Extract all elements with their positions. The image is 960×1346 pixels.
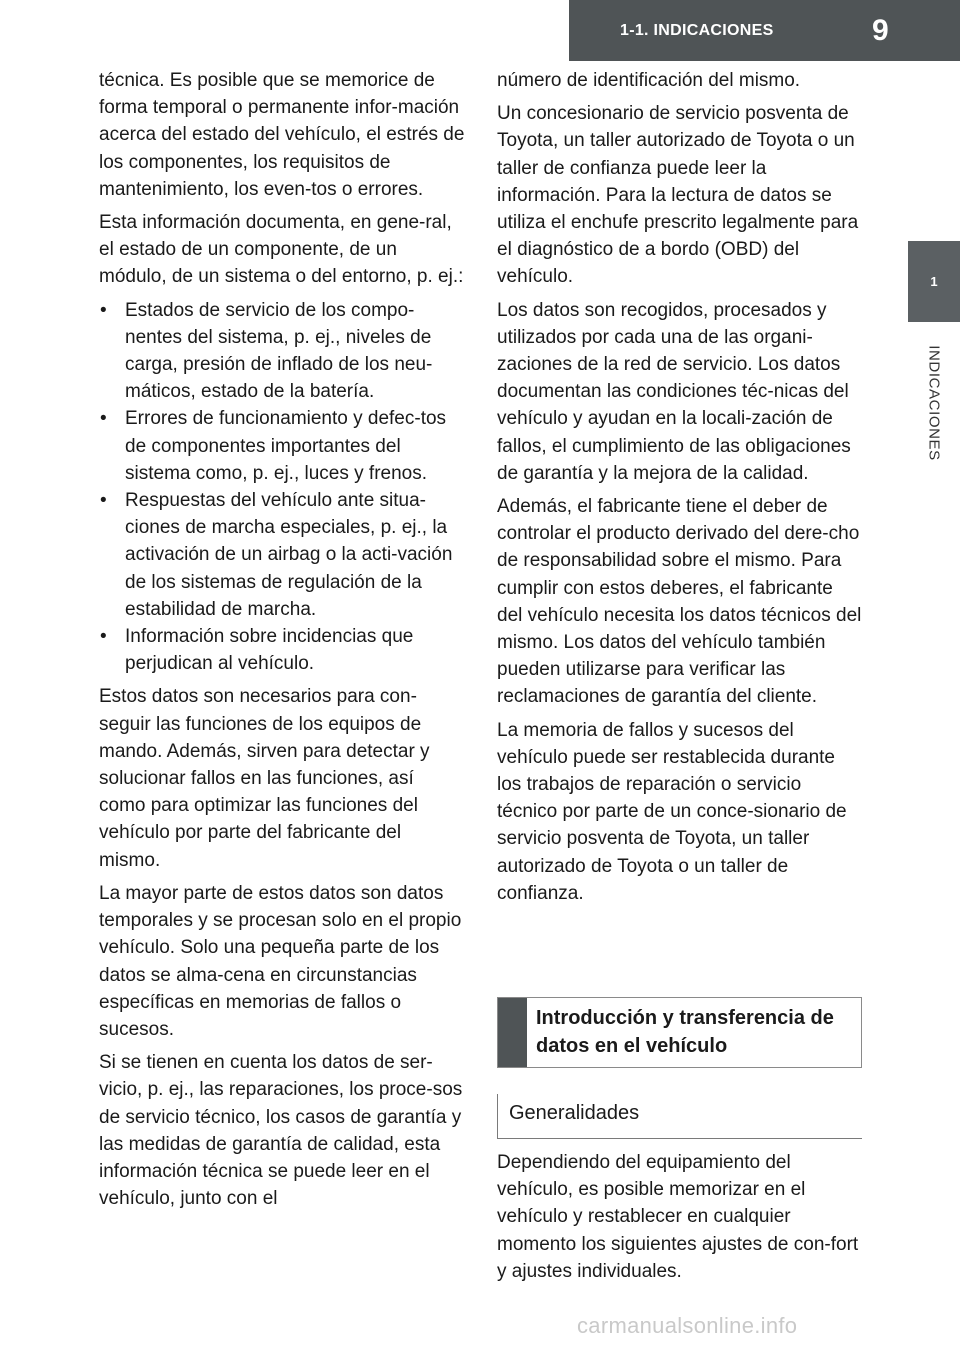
section-title: 1-1. INDICACIONES	[620, 22, 774, 39]
paragraph: Un concesionario de servicio posventa de Toyota, un taller autorizado de Toyota o un taller de confianza puede leer la información. Para la lectura de datos se utiliza el enchufe prescrito legalmente para el diagnóstico de a bordo (OBD) del vehículo.	[497, 103, 859, 288]
chapter-label: INDICACIONES	[925, 345, 943, 461]
chapter-tab	[908, 241, 960, 322]
list-item-text: Respuestas del vehículo ante situa-ciones de marcha especiales, p. ej., la activación de un airbag o la acti-vación de los sistemas de regulación de la estabilidad de marcha.	[125, 490, 453, 620]
section-heading-box	[497, 997, 862, 1068]
list-item	[99, 297, 465, 406]
paragraph: La memoria de fallos y sucesos del vehículo puede ser restablecida durante los trabajos de reparación o servicio técnico por parte de un conce-sionario de servicio posventa de Toyota, un taller autorizado de Toyota o un taller de confianza.	[497, 719, 847, 904]
paragraph: Los datos son recogidos, procesados y utilizados por cada una de las organi-zaciones de la red de servicio. Los datos documentan las condiciones téc-nicas del vehículo y ayudan en la locali-zación de fallos, el cumplimiento de las obligaciones de garantía y la mejora de la calidad.	[497, 299, 851, 484]
subsection-heading: Generalidades	[509, 1102, 640, 1124]
bullet-icon: •	[100, 408, 107, 430]
paragraph: técnica. Es posible que se memorice de forma temporal o permanente infor-mación acerca del estado del vehículo, el estrés de los componentes, los requisitos de mantenimiento, los even-tos o errores.	[99, 70, 465, 200]
watermark: carmanualsonline.info	[577, 1313, 798, 1338]
left-column	[99, 67, 465, 1218]
paragraph: número de identificación del mismo.	[497, 70, 801, 91]
section-heading: Introducción y transferencia de datos en el vehículo	[536, 1007, 834, 1057]
paragraph: Si se tienen en cuenta los datos de ser-vicio, p. ej., las reparaciones, los proce-sos de servicio técnico, los casos de garantía y las medidas de garantía de calidad, esta información técnica se puede leer en el vehículo, junto con el	[99, 1052, 463, 1210]
section-heading-accent	[498, 998, 527, 1067]
paragraph: Estos datos son necesarios para con-seguir las funciones de los equipos de mando. Además, sirven para detectar y solucionar fallos en las funciones, así como para optimizar las funciones del vehículo por parte del fabricante del mismo.	[99, 686, 430, 871]
bullet-list	[99, 297, 465, 678]
list-item-text: Estados de servicio de los compo-nentes del sistema, p. ej., niveles de carga, presión de inflado de los neu-máticos, estado de la batería.	[125, 299, 433, 403]
list-item	[99, 405, 465, 487]
list-item-text: Información sobre incidencias que perjudican al vehículo.	[125, 626, 414, 675]
right-column	[497, 67, 863, 913]
paragraph: Además, el fabricante tiene el deber de controlar el producto derivado del dere-cho de responsabilidad sobre el mismo. Para cumplir con estos deberes, el fabricante del vehículo necesita los datos técnicos del mismo. Los datos del vehículo también pueden utilizarse para verificar las reclamaciones de garantía del cliente.	[497, 496, 862, 708]
bullet-icon: •	[100, 490, 107, 512]
chapter-number: 1	[930, 274, 938, 289]
paragraph: Esta información documenta, en gene-ral, el estado de un componente, de un módulo, de un sistema o del entorno, p. ej.:	[99, 212, 464, 288]
page-number: 9	[872, 14, 889, 47]
paragraph: La mayor parte de estos datos son datos temporales y se procesan solo en el propio vehículo. Solo una pequeña parte de los datos se alma-cena en circunstancias específicas en memorias de fallos o sucesos.	[99, 882, 462, 1040]
subsection-heading-box	[497, 1094, 862, 1139]
bullet-icon: •	[100, 299, 107, 321]
list-item-text: Errores de funcionamiento y defec-tos de componentes importantes del sistema como, p. ej., luces y frenos.	[125, 408, 447, 484]
paragraph: Dependiendo del equipamiento del vehículo, es posible memorizar en el vehículo y restablecer en cualquier momento los siguientes ajustes de con-fort y ajustes individuales.	[497, 1152, 859, 1282]
list-item	[99, 487, 465, 623]
bullet-icon: •	[100, 626, 107, 648]
right-column-continued	[497, 1149, 863, 1285]
list-item	[99, 623, 465, 677]
